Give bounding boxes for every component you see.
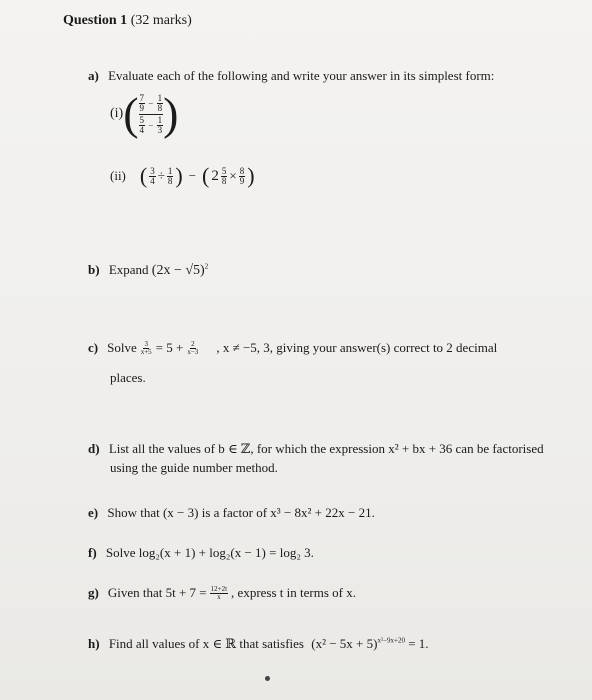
- frac-num: 5: [221, 165, 227, 176]
- part-h: [88, 636, 429, 652]
- part-f-label: f): [88, 545, 97, 560]
- part-h-base: (x² − 5x + 5): [311, 636, 378, 651]
- part-a-i-label: (i): [110, 106, 124, 121]
- frac-den: 8: [221, 175, 227, 186]
- minus-operator: −: [188, 168, 197, 183]
- frac-num: 12+2t: [210, 584, 228, 593]
- frac-den: 9: [239, 175, 245, 186]
- frac-den: 4: [150, 175, 155, 186]
- part-b-label: b): [88, 262, 100, 277]
- frac-den: x+5: [140, 347, 152, 356]
- part-f: [88, 545, 314, 561]
- complex-fraction-top: [139, 94, 164, 115]
- part-a-label: a): [88, 68, 99, 83]
- part-e-label: e): [88, 505, 99, 520]
- part-d-label: d): [88, 441, 100, 456]
- mixed-whole: 2: [211, 167, 219, 184]
- complex-fraction-bottom: [139, 115, 164, 135]
- part-d-line2: using the guide number method.: [110, 460, 278, 475]
- paren-left: (: [202, 163, 210, 188]
- part-a-ii-label: (ii): [110, 168, 126, 183]
- frac-num: 8: [239, 165, 245, 176]
- part-a-i: [110, 88, 179, 139]
- part-b: [88, 262, 208, 279]
- frac-num: 2: [191, 339, 195, 348]
- paren-right: ): [163, 88, 179, 139]
- part-g: [88, 585, 356, 601]
- part-f-text: Solve log₂(x + 1) + log₂(x − 1) = log₂ 3.: [105, 545, 314, 560]
- question-number: Question 1: [63, 13, 128, 28]
- part-a-text: Evaluate each of the following and write your answer in its simplest form:: [108, 68, 495, 83]
- frac-den: 8: [157, 102, 163, 113]
- part-c-text: Solve: [107, 340, 137, 355]
- paren-right: ): [247, 163, 255, 188]
- frac-num: 1: [157, 114, 163, 125]
- part-h-pre: Find all values of x ∈ ℝ that satisfies: [108, 636, 304, 651]
- question-marks: (32 marks): [130, 13, 192, 28]
- frac-den: 4: [139, 124, 145, 135]
- operator: −: [148, 119, 154, 130]
- complex-fraction: [139, 94, 164, 135]
- part-b-expression: (2x − √5): [151, 263, 205, 278]
- part-c-label: c): [88, 340, 99, 355]
- frac-num: 7: [139, 92, 145, 103]
- part-e-text: Show that (x − 3) is a factor of x³ − 8x² + 22x − 21.: [107, 505, 375, 520]
- frac-num: 1: [167, 165, 173, 176]
- equals-five-plus: = 5 +: [155, 340, 184, 355]
- part-b-exponent: 2: [204, 262, 209, 271]
- frac-num: 1: [157, 92, 163, 103]
- part-h-post: = 1.: [408, 636, 429, 651]
- times-operator: ×: [229, 168, 237, 183]
- part-d-line1: List all the values of b ∈ ℤ, for which the expression x² + bx + 36 can be factorised: [108, 441, 544, 456]
- divide-operator: ÷: [157, 168, 165, 183]
- frac-den: x−3: [187, 347, 199, 356]
- frac-num: 3: [144, 339, 148, 348]
- part-a-instruction: [88, 68, 494, 84]
- page-mark-dot: [265, 676, 270, 681]
- part-g-post: , express t in terms of x.: [231, 585, 356, 600]
- part-a-ii: [110, 165, 255, 187]
- frac-den: 9: [139, 102, 145, 113]
- question-title: [63, 13, 192, 29]
- part-c-line2: places.: [110, 370, 146, 385]
- part-c-condition: , x ≠ −5, 3, giving your answer(s) correct to 2 decimal: [216, 340, 498, 355]
- operator: −: [148, 97, 154, 108]
- paren-right: ): [175, 163, 183, 188]
- part-b-text: Expand: [108, 262, 149, 277]
- part-e: [88, 505, 375, 521]
- frac-den: x: [217, 592, 221, 601]
- part-h-exponent: x²−9x+20: [377, 636, 405, 645]
- part-g-label: g): [88, 585, 99, 600]
- frac-num: 3: [150, 165, 155, 176]
- part-c: [88, 340, 497, 356]
- frac-den: 3: [157, 124, 163, 135]
- paren-left: (: [123, 88, 139, 139]
- part-d: [88, 441, 544, 457]
- part-g-pre: Given that 5t + 7 =: [107, 585, 207, 600]
- part-h-label: h): [88, 636, 100, 651]
- paren-left: (: [139, 163, 148, 188]
- frac-num: 5: [139, 114, 145, 125]
- frac-den: 8: [167, 175, 173, 186]
